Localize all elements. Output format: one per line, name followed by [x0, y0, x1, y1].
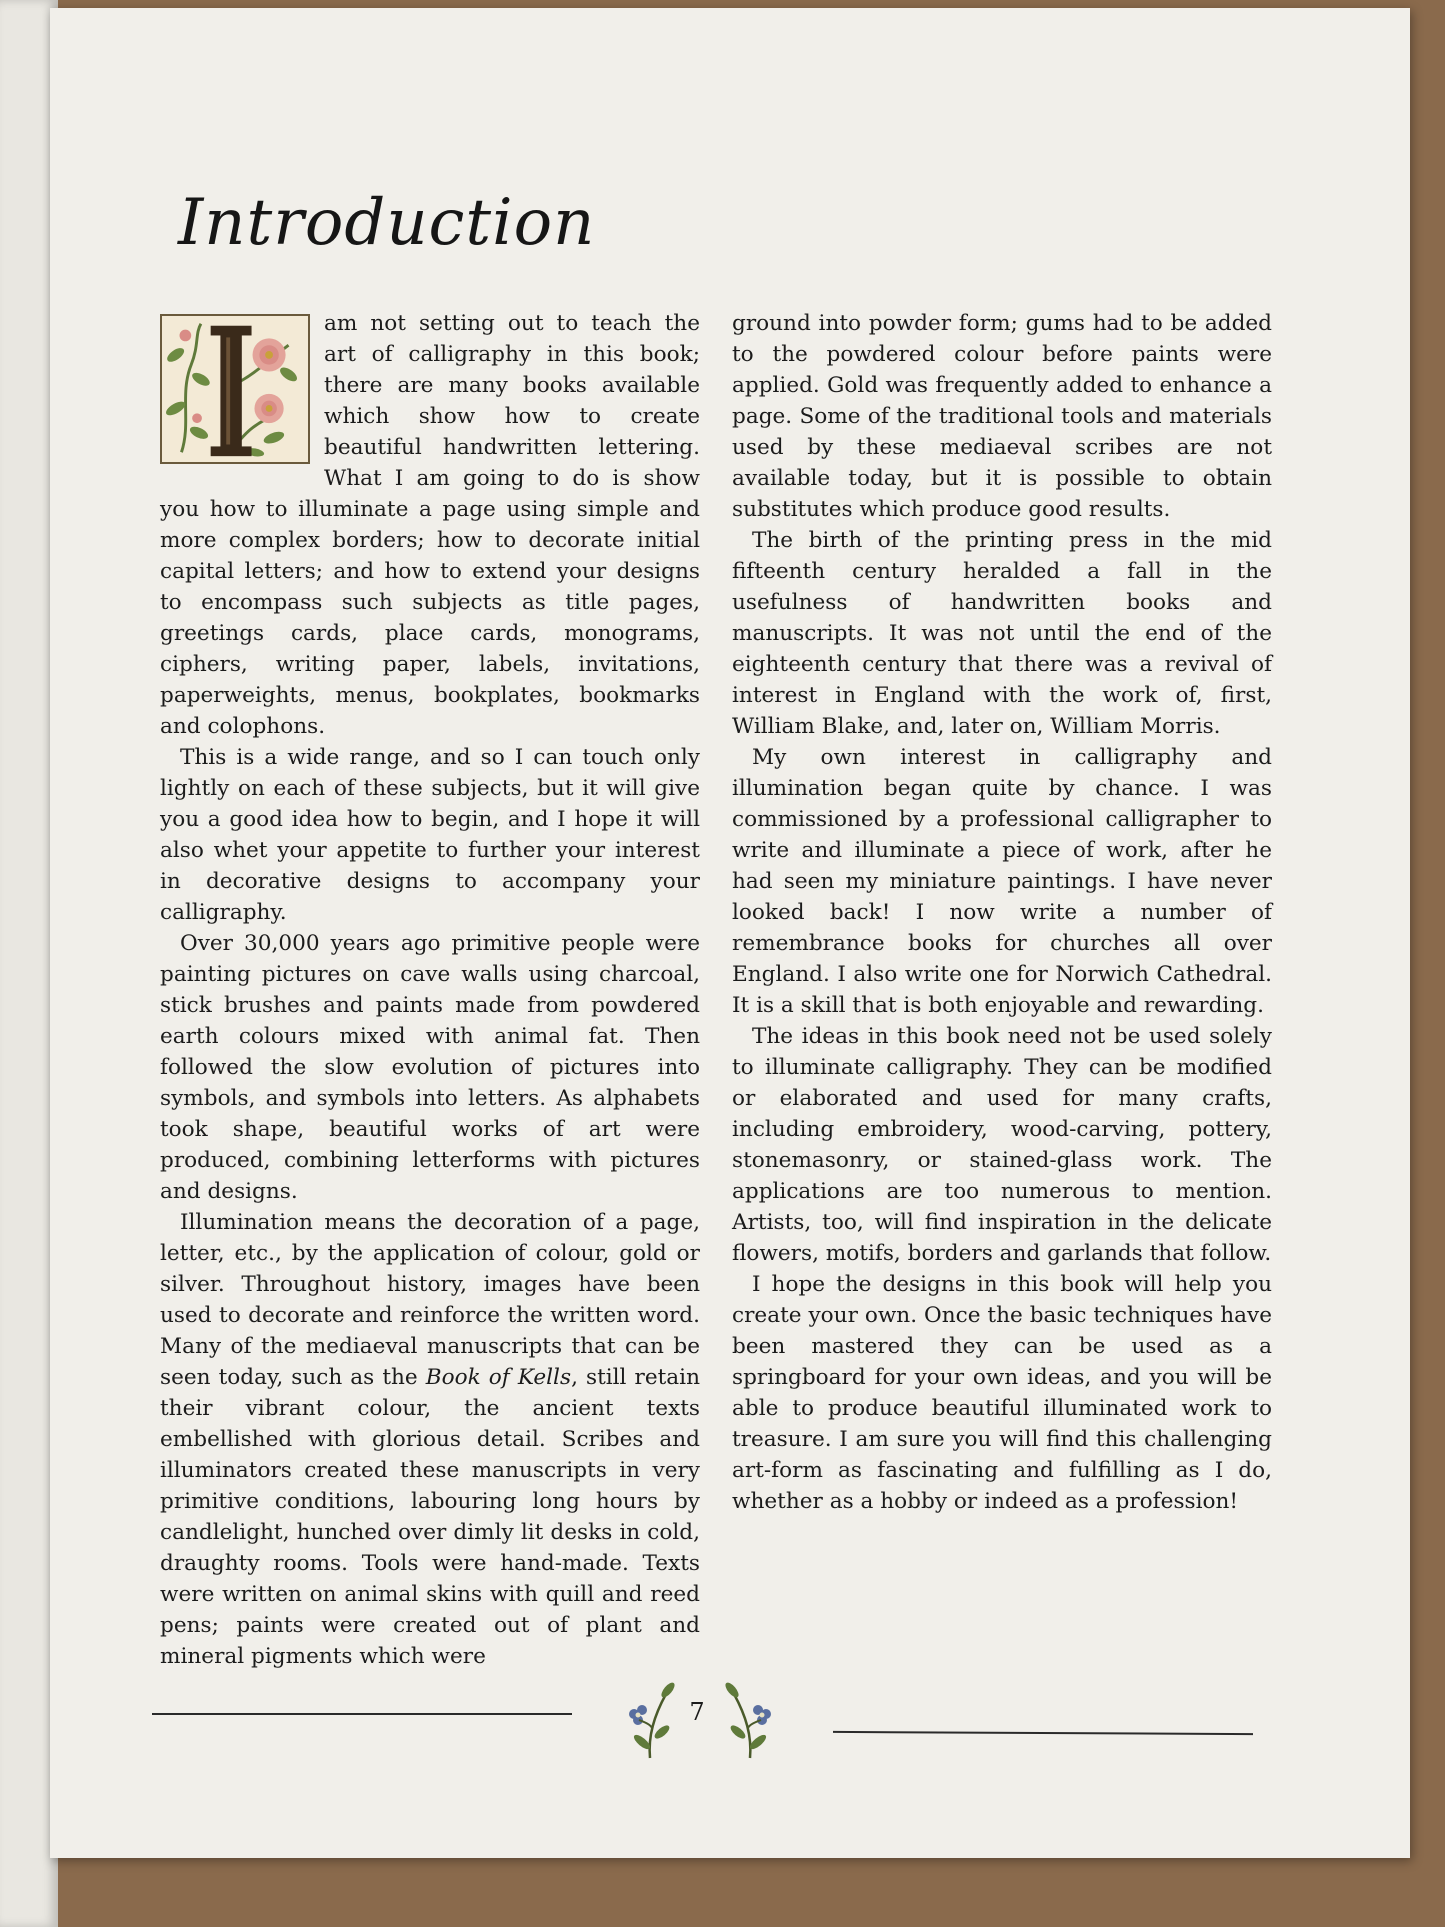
paragraph-text: am not setting out to teach the art of calligraphy in this book; there are many books available which show how to create beautiful handwritten lettering. What I am going to do is show you how to illuminate a page using simple and more complex borders; how to decorate initial capital letters; and how to extend your designs to encompass such subjects as title pages, greetings cards, place cards, monograms, ciphers, writing paper, labels, invitations, paperweights, menus, bookplates, bookmarks and colophons.: [160, 311, 700, 739]
paragraph-text: Illumination means the decoration of a page, letter, etc., by the application of colour, gold or silver. Throughout history, images have been used to decorate and reinforce the written word. Many of the mediaeval manuscripts that can be seen today, such as the: [160, 1210, 700, 1390]
page-title: Introduction: [178, 186, 596, 260]
paragraph: [160, 308, 700, 742]
paragraph: I hope the designs in this book will help you create your own. Once the basic techniques have been mastered they can be used as a springboard for your own ideas, and you will be able to produce beautiful illuminated work to treasure. I am sure you will find this challenging art-form as fascinating and fulfilling as I do, whether as a hobby or indeed as a profession!: [732, 1272, 1272, 1514]
paragraph: The birth of the printing press in the mid fifteenth century heralded a fall in the usefulness of handwritten books and manuscripts. It was not until the end of the eighteenth century that there was a revival of interest in England with the work of, first, William Blake, and, later on, William Morris.: [732, 528, 1272, 739]
paragraph: The ideas in this book need not be used solely to illuminate calligraphy. They can be modified or elaborated and used for many crafts, including embroidery, wood-carving, pottery, stonemasonry, or stained-glass work. The applications are too numerous to mention. Artists, too, will find inspiration in the delicate flowers, motifs, borders and garlands that follow.: [732, 1024, 1272, 1266]
leaf-sprig-icon: [720, 1676, 780, 1760]
footer-rule-right: [833, 1731, 1253, 1735]
text-column-left: [160, 308, 700, 1672]
paragraph: My own interest in calligraphy and illumination began quite by chance. I was commissioned by a professional calligrapher to write and illuminate a piece of work, after he had seen my miniature paintings. I have never looked back! I now write a number of remembrance books for churches all over England. I also write one for Norwich Cathedral. It is a skill that is both enjoyable and rewarding.: [732, 745, 1272, 1018]
paragraph: [160, 1207, 700, 1672]
text-column-right: [732, 308, 1272, 1517]
illuminated-initial-icon: [160, 314, 310, 464]
paragraph: ground into powder form; gums had to be added to the powdered colour before paints were applied. Gold was frequently added to enhance a page. Some of the traditional tools and materials used by these mediaeval scribes are not available today, but it is possible to obtain substitutes which produce good results.: [732, 311, 1272, 522]
leaf-sprig-icon: [620, 1676, 680, 1760]
paragraph: This is a wide range, and so I can touch only lightly on each of these subjects, but it will give you a good idea how to begin, and I hope it will also whet your appetite to further your interest in decorative designs to accompany your calligraphy.: [160, 745, 700, 925]
book-page: [50, 8, 1410, 1858]
book-title-italic: Book of Kells: [425, 1365, 572, 1390]
paragraph-text: , still retain their vibrant colour, the ancient texts embellished with glorious detail. Scribes and illuminators created these manuscripts in very primitive conditions, labouring long hours by candlelight, hunched over dimly lit desks in cold, draughty rooms. Tools were hand-made. Texts were written on animal skins with quill and reed pens; paints were created out of plant and mineral pigments which were: [160, 1365, 700, 1669]
footer-rule-left: [152, 1713, 572, 1715]
page-number: 7: [689, 1698, 705, 1726]
paragraph: Over 30,000 years ago primitive people were painting pictures on cave walls using charcoal, stick brushes and paints made from powdered earth colours mixed with animal fat. Then followed the slow evolution of pictures into symbols, and symbols into letters. As alphabets took shape, beautiful works of art were produced, combining letterforms with pictures and designs.: [160, 931, 700, 1204]
